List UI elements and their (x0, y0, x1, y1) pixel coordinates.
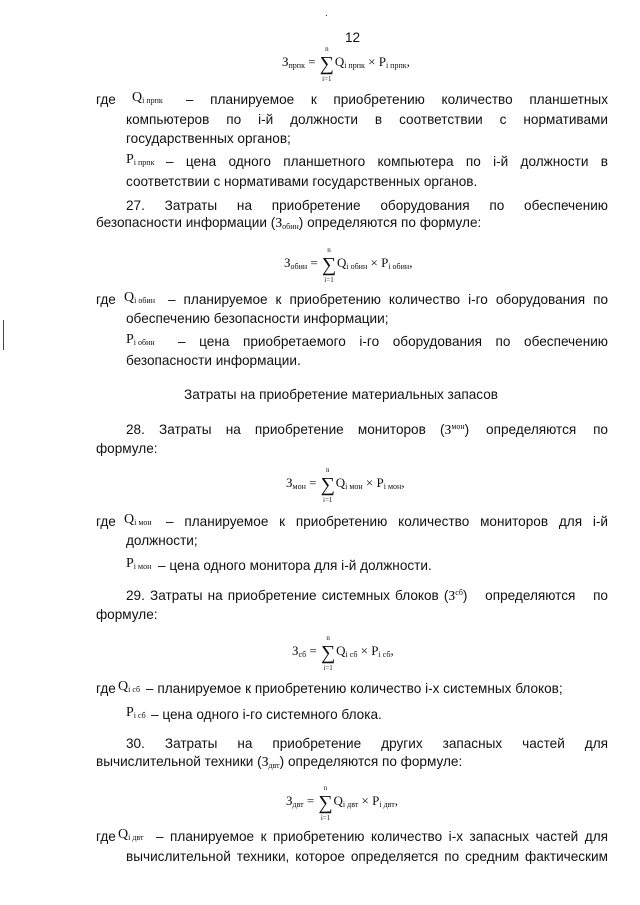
definition-line: обеспечению безопасности информации; (126, 311, 389, 326)
paragraph-28: 28. Затраты на приобретение мониторов ( З мон ) определяются по (126, 422, 608, 437)
definition-line: – планируемое к приобретению количество i-го оборудования по (168, 292, 608, 307)
definition-line: соответствии с нормативами государственных органов. (126, 174, 478, 189)
formula-spare-parts: $З_{двт}$ = n ∑ i=1 $Q_{i двт} \times P_{i двт}$, (286, 784, 398, 822)
definition-line: – планируемое к приобретению количество планшетных (186, 92, 608, 107)
paragraph-30-cont: вычислительной техники $(З_{двт})$ определяются по формуле: (96, 754, 463, 770)
definition-line: компьютеров по i-й должности в соответствии с нормативами (126, 112, 608, 127)
symbol: $Q_{i мон}$ (124, 512, 152, 527)
paragraph-30: 30. Затраты на приобретение других запасных частей для (126, 736, 608, 751)
paragraph-27: 27. Затраты на приобретение оборудования по обеспечению (126, 198, 608, 213)
paragraph-29-cont: формуле: (96, 607, 158, 622)
definition-line: – планируемое к приобретению количество мониторов для i-й (166, 514, 608, 529)
scan-mark: . (325, 8, 328, 19)
where-label: где (96, 292, 116, 307)
symbol: $P_{i мон}$ (126, 556, 152, 571)
page-number: 12 (345, 30, 361, 45)
where-label: где (96, 92, 116, 107)
formula-security: $З_{обин}$ = n ∑ i=1 $Q_{i обин} \times P_{i обин}$, (284, 246, 413, 284)
definition-line: – цена одного монитора для i-й должности. (158, 558, 432, 573)
symbol: $Q_{i обин}$ (124, 290, 155, 305)
formula-system-units: $З_{сб}$ = n ∑ i=1 $Q_{i сб} \times P_{i сб}$, (292, 634, 394, 672)
symbol: $P_{i обин}$ (126, 332, 155, 347)
definition-line: государственных органов; (126, 131, 291, 146)
paragraph-29: 29. Затраты на приобретение системных блоков ( З сб ) определяются по (126, 588, 608, 603)
symbol: $P_{i прпк}$ (126, 152, 155, 167)
definition-line: – планируемое к приобретению количество i-х системных блоков; (146, 681, 563, 696)
symbol: $Q_{i прпк}$ (132, 90, 163, 105)
where-label: где (96, 514, 116, 529)
where-label: где (96, 829, 116, 844)
definition-line: – планируемое к приобретению количество i-х запасных частей для (156, 829, 608, 844)
symbol: $Q_{i двт}$ (118, 827, 144, 842)
symbol: $P_{i сб}$ (126, 705, 146, 720)
margin-mark (3, 320, 4, 350)
symbol: $Q_{i сб}$ (118, 679, 141, 694)
definition-line: – цена одного планшетного компьютера по i-й должности в (166, 154, 608, 169)
where-label: где (96, 681, 116, 696)
paragraph-28-cont: формуле: (96, 441, 158, 456)
definition-line: вычислительной техники, которое определяется по средним фактическим (126, 849, 608, 864)
formula-monitors: $З_{мон}$ = n ∑ i=1 $Q_{i мон} \times P_{i мон}$, (286, 466, 405, 504)
definition-line: должности; (126, 533, 198, 548)
definition-line: – цена приобретаемого i-го оборудования по обеспечению (178, 334, 608, 349)
section-heading: Затраты на приобретение материальных запасов (184, 387, 499, 402)
paragraph-27-cont: безопасности информации $(З_{обин})$ определяются по формуле: (96, 215, 482, 231)
definition-line: безопасности информации. (126, 353, 301, 368)
definition-line: – цена одного i-го системного блока. (151, 707, 382, 722)
formula-tablets: $З_{прпк}$ = n ∑ i=1 $Q_{i прпк} \times P_{i прпк}$, (282, 45, 410, 83)
